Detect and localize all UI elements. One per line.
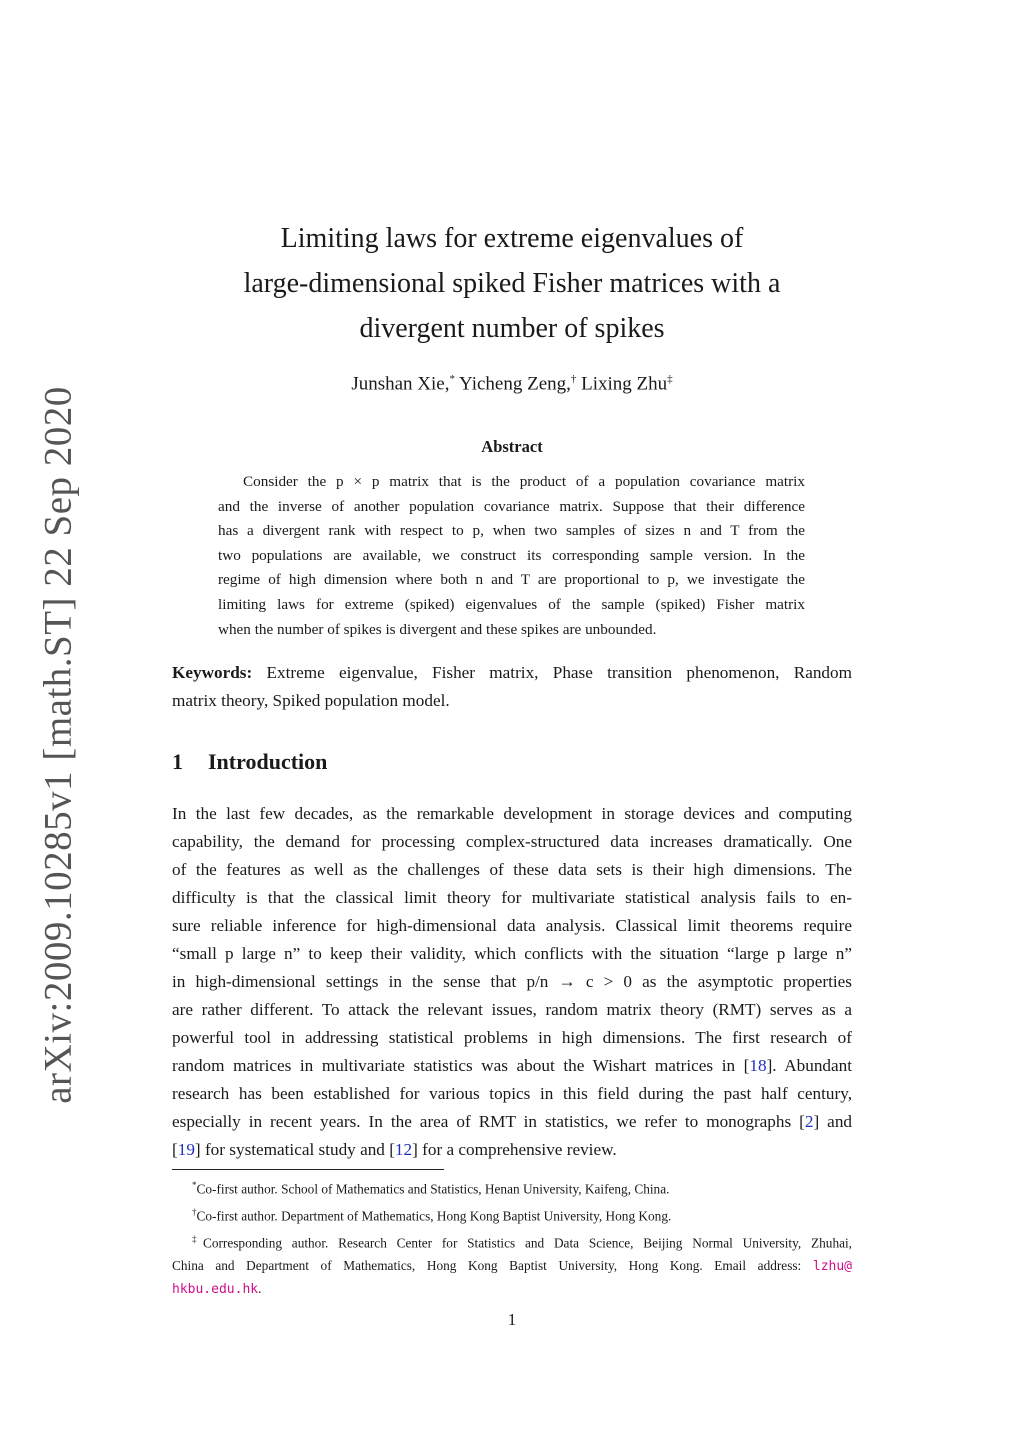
- footnote: [172, 1228, 852, 1255]
- footnote-mark: ‡: [192, 1233, 203, 1244]
- author-mark: *: [449, 373, 455, 385]
- footnote: [172, 1201, 852, 1228]
- intro-line: “small p large n” to keep their validity, which conflicts with the situation “large p large n”: [172, 944, 852, 963]
- footnote-text: Corresponding author. Research Center for Statistics and Data Science, Beijing Normal University, Zhuhai,: [202, 1235, 853, 1251]
- footnote-mark: †: [192, 1206, 197, 1217]
- intro-line: In the last few decades, as the remarkable development in storage devices and computing: [172, 804, 852, 823]
- keywords-text: Extreme eigenvalue, Fisher matrix, Phase transition phenomenon, Random: [266, 663, 852, 682]
- abstract-heading: Abstract: [481, 437, 543, 456]
- intro-line: of the features as well as the challenges of these data sets is their high dimensions. The: [172, 860, 852, 879]
- citation-link[interactable]: 12: [394, 1140, 413, 1159]
- footnote-text: .: [258, 1281, 262, 1297]
- abstract-line: and the inverse of another population covariance matrix. Suppose that their difference: [218, 497, 805, 515]
- intro-line: in high-dimensional settings in the sense that p/n → c > 0 as the asymptotic properties: [172, 972, 852, 991]
- text-run: ]. Abundant: [766, 1056, 853, 1075]
- email-link[interactable]: hkbu.edu.hk: [172, 1282, 259, 1298]
- intro-line: [172, 1052, 852, 1080]
- title-line: large-dimensional spiked Fisher matrices with a: [243, 268, 781, 299]
- abstract-line: limiting laws for extreme (spiked) eigenvalues of the sample (spiked) Fisher matrix: [218, 595, 805, 613]
- section-heading: [172, 749, 327, 775]
- footnotes: [172, 1174, 852, 1302]
- keywords-block: [172, 659, 852, 715]
- text-run: ] and: [813, 1112, 853, 1131]
- footnote-line: [172, 1278, 852, 1302]
- abstract-body: [218, 470, 805, 642]
- intro-line: sure reliable inference for high-dimensional data analysis. Classical limit theorems require: [172, 916, 852, 935]
- text-run: ] for a comprehensive review.: [412, 1140, 617, 1159]
- citation-link[interactable]: 19: [177, 1140, 195, 1159]
- footnote-text: Co-first author. School of Mathematics and Statistics, Henan University, Kaifeng, China.: [196, 1181, 670, 1197]
- author-name: Junshan Xie,: [351, 373, 450, 395]
- arxiv-stamp: arXiv:2009.10285v1 [math.ST] 22 Sep 2020: [36, 386, 80, 1104]
- intro-line: [172, 1108, 852, 1136]
- footnote-line: [172, 1255, 852, 1279]
- title-line: divergent number of spikes: [359, 313, 665, 344]
- footnote-mark: *: [192, 1180, 197, 1190]
- author-name: Yicheng Zeng,: [459, 373, 571, 395]
- paper-title: [172, 216, 852, 351]
- intro-line: difficulty is that the classical limit theory for multivariate statistical analysis fails to en-: [172, 888, 852, 907]
- author-list: [172, 373, 852, 395]
- text-run: [: [172, 1140, 178, 1159]
- keywords-label: Keywords:: [172, 663, 253, 682]
- abstract-line: Consider the p × p matrix that is the product of a population covariance matrix: [243, 473, 805, 490]
- abstract-line: when the number of spikes is divergent and these spikes are unbounded.: [218, 620, 657, 638]
- title-line: Limiting laws for extreme eigenvalues of: [280, 223, 744, 254]
- page-number: 1: [507, 1310, 517, 1329]
- citation-link[interactable]: 2: [804, 1112, 814, 1131]
- intro-line: [172, 1136, 852, 1164]
- footnote-text: Co-first author. Department of Mathematics, Hong Kong Baptist University, Hong Kong.: [196, 1208, 672, 1224]
- keywords-line: matrix theory, Spiked population model.: [172, 691, 450, 710]
- text-run: especially in recent years. In the area of RMT in statistics, we refer to monographs [: [172, 1112, 805, 1131]
- email-link[interactable]: lzhu@: [812, 1258, 853, 1274]
- keywords-line: [172, 659, 852, 687]
- author-mark: †: [570, 373, 577, 385]
- footnote: [172, 1174, 852, 1201]
- footnote-rule: [172, 1169, 444, 1170]
- text-run: random matrices in multivariate statistics was about the Wishart matrices in [: [172, 1056, 750, 1075]
- abstract-line: has a divergent rank with respect to p, when two samples of sizes n and T from the: [218, 522, 805, 540]
- author-mark: ‡: [667, 373, 673, 385]
- intro-line: capability, the demand for processing complex-structured data increases dramatically. One: [172, 832, 852, 851]
- text-run: ] for systematical study and [: [194, 1140, 395, 1159]
- footnote-text: China and Department of Mathematics, Hong Kong Baptist University, Hong Kong. Email address:: [172, 1257, 802, 1273]
- intro-line: powerful tool in addressing statistical problems in high dimensions. The first research of: [172, 1028, 852, 1047]
- abstract-line: two populations are available, we construct its corresponding sample version. In the: [218, 546, 805, 564]
- section-number: 1: [172, 749, 183, 774]
- intro-line: research has been established for various topics in this field during the past half century,: [172, 1084, 852, 1103]
- citation-link[interactable]: 18: [749, 1056, 767, 1075]
- abstract-line: regime of high dimension where both n and T are proportional to p, we investigate the: [218, 571, 805, 589]
- author-name: Lixing Zhu: [581, 373, 668, 395]
- section-title: Introduction: [208, 749, 328, 774]
- intro-paragraph: [172, 800, 852, 1164]
- intro-line: are rather different. To attack the relevant issues, random matrix theory (RMT) serves as a: [172, 1000, 852, 1019]
